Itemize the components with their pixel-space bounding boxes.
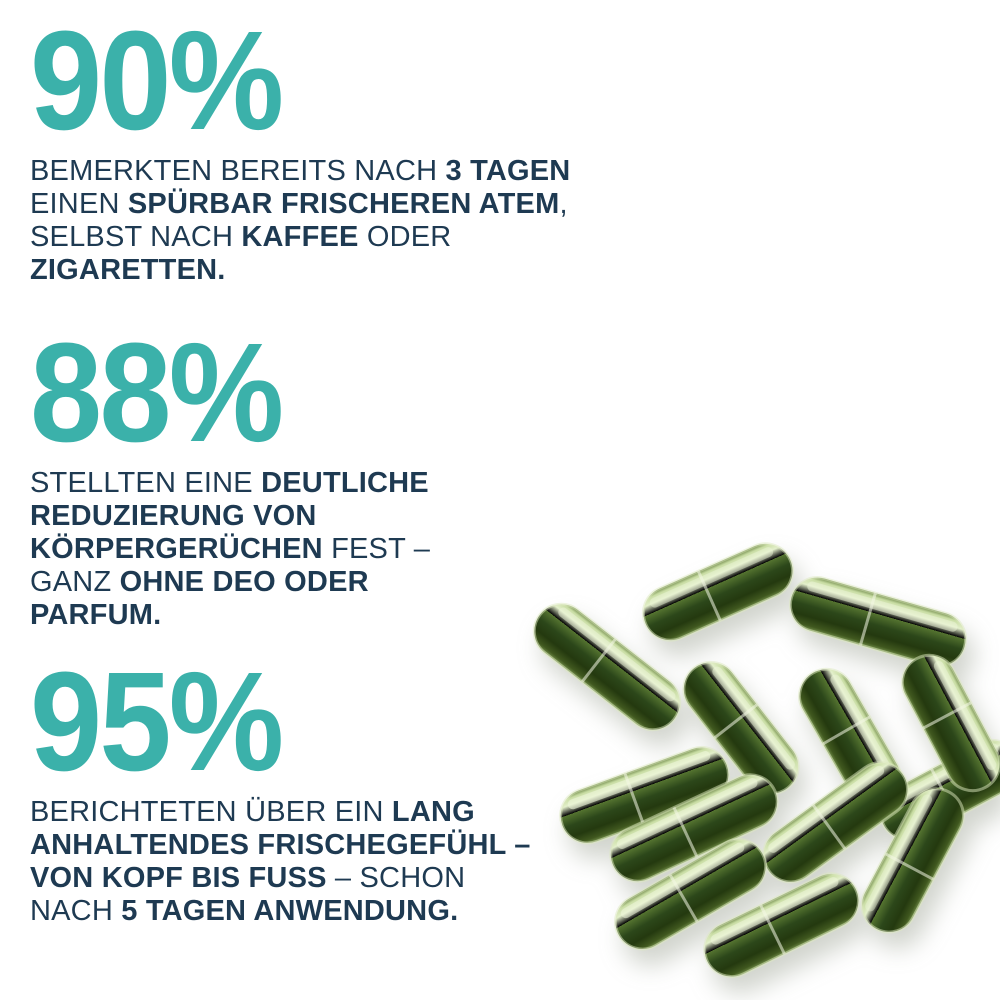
stat-text-line: VON KOPF BIS FUSS – SCHON — [30, 862, 466, 894]
stat-text-line: EINEN SPÜRBAR FRISCHEREN ATEM, — [30, 188, 568, 220]
stat-text-line: BERICHTETEN ÜBER EIN LANG — [30, 796, 475, 828]
stat-description — [30, 155, 570, 287]
stat-percentage-value: 90% — [30, 1, 282, 159]
stat-block — [30, 313, 431, 632]
stat-text-line: ZIGARETTEN. — [30, 254, 226, 286]
stat-description — [30, 467, 430, 632]
stat-text-line: NACH 5 TAGEN ANWENDUNG. — [30, 895, 459, 927]
stat-text-line: SELBST NACH KAFFEE ODER — [30, 221, 452, 253]
stat-text-line: ANHALTENDES FRISCHEGEFÜHL – — [30, 829, 531, 861]
stat-text-line: KÖRPERGERÜCHEN FEST – — [30, 533, 431, 565]
stat-text-line: PARFUM. — [30, 599, 162, 631]
stat-text-line: BEMERKTEN BEREITS NACH 3 TAGEN — [30, 155, 571, 187]
stat-text-line: REDUZIERUNG VON — [30, 500, 317, 532]
stat-text-line: STELLTEN EINE DEUTLICHE — [30, 467, 429, 499]
stat-percentage-value: 88% — [30, 313, 282, 471]
stat-description — [30, 796, 531, 928]
stat-text-line: GANZ OHNE DEO ODER — [30, 566, 369, 598]
stat-block — [30, 1, 571, 287]
stat-percentage-value: 95% — [30, 642, 282, 800]
stat-block — [30, 642, 531, 928]
